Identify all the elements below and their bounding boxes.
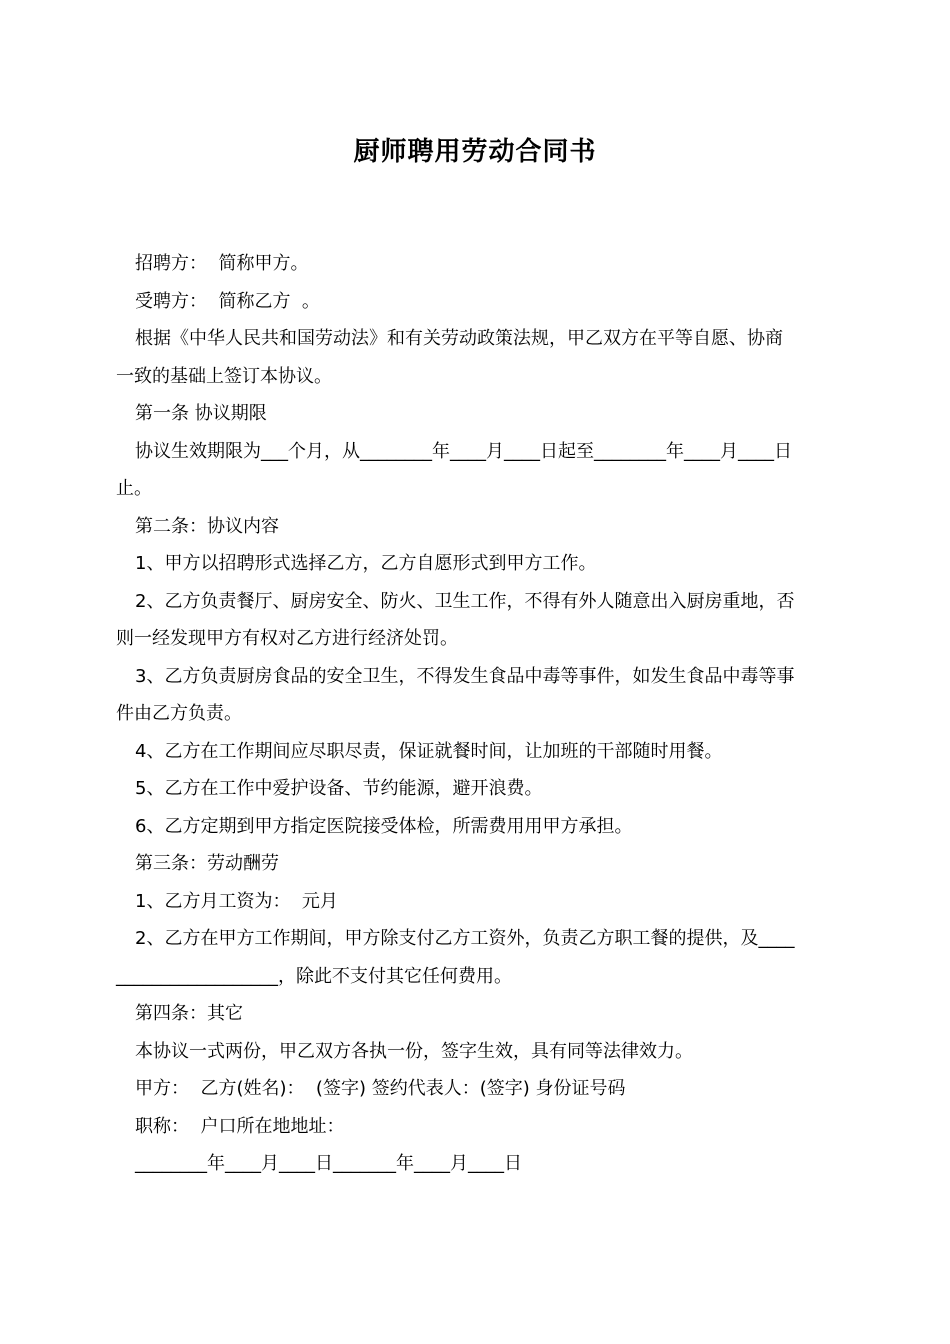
term-line-1: 协议生效期限为___个月，从________年____月____日起至________年____月____日 [135,440,792,462]
clause-2-6: 6、乙方定期到甲方指定医院接受体检，所需费用用甲方承担。 [135,815,633,837]
preamble-line-2: 一致的基础上签订本协议。 [116,365,332,387]
title-address-line: 职称： 户口所在地地址： [135,1115,345,1137]
preamble-line-1: 根据《中华人民共和国劳动法》和有关劳动政策法规，甲乙双方在平等自愿、协商 [135,328,783,349]
clause-2-1: 1、甲方以招聘形式选择乙方，乙方自愿形式到甲方工作。 [135,553,597,574]
clause-3-1: 1、乙方月工资为： 元月 [135,890,338,912]
clause-3-2-line-1: 2、乙方在甲方工作期间，甲方除支付乙方工资外，负责乙方职工餐的提供，及____ [135,928,795,949]
article-1-heading: 第一条 协议期限 [135,403,267,424]
clause-2-2-line-2: 则一经发现甲方有权对乙方进行经济处罚。 [116,628,458,649]
term-line-2: 止。 [116,478,152,499]
document-body [116,245,836,1183]
clause-2-4: 4、乙方在工作期间应尽职尽责，保证就餐时间，让加班的干部随时用餐。 [135,740,723,762]
clause-2-3-line-2: 件由乙方负责。 [116,703,242,724]
article-2-heading: 第二条：协议内容 [135,515,279,537]
article-3-heading: 第三条：劳动酬劳 [135,853,279,874]
clause-4-1: 本协议一式两份，甲乙双方各执一份，签字生效，具有同等法律效力。 [135,1040,693,1062]
date-line: ________年____月____日_______年____月____日 [135,1153,522,1174]
signature-line: 甲方： 乙方(姓名)： (签字) 签约代表人：(签字) 身份证号码 [135,1078,626,1099]
clause-2-2-line-1: 2、乙方负责餐厅、厨房安全、防火、卫生工作，不得有外人随意出入厨房重地，否 [135,590,795,612]
clause-2-3-line-1: 3、乙方负责厨房食品的安全卫生，不得发生食品中毒等事件，如发生食品中毒等事 [135,665,795,687]
clause-3-2-line-2: __________________，除此不支付其它任何费用。 [116,965,512,987]
party-b-line: 受聘方： 简称乙方 。 [135,290,320,312]
clause-2-5: 5、乙方在工作中爱护设备、节约能源，避开浪费。 [135,778,543,799]
article-4-heading: 第四条：其它 [135,1003,243,1024]
document-title: 厨师聘用劳动合同书 [353,137,597,167]
party-a-line: 招聘方： 简称甲方。 [135,253,309,274]
